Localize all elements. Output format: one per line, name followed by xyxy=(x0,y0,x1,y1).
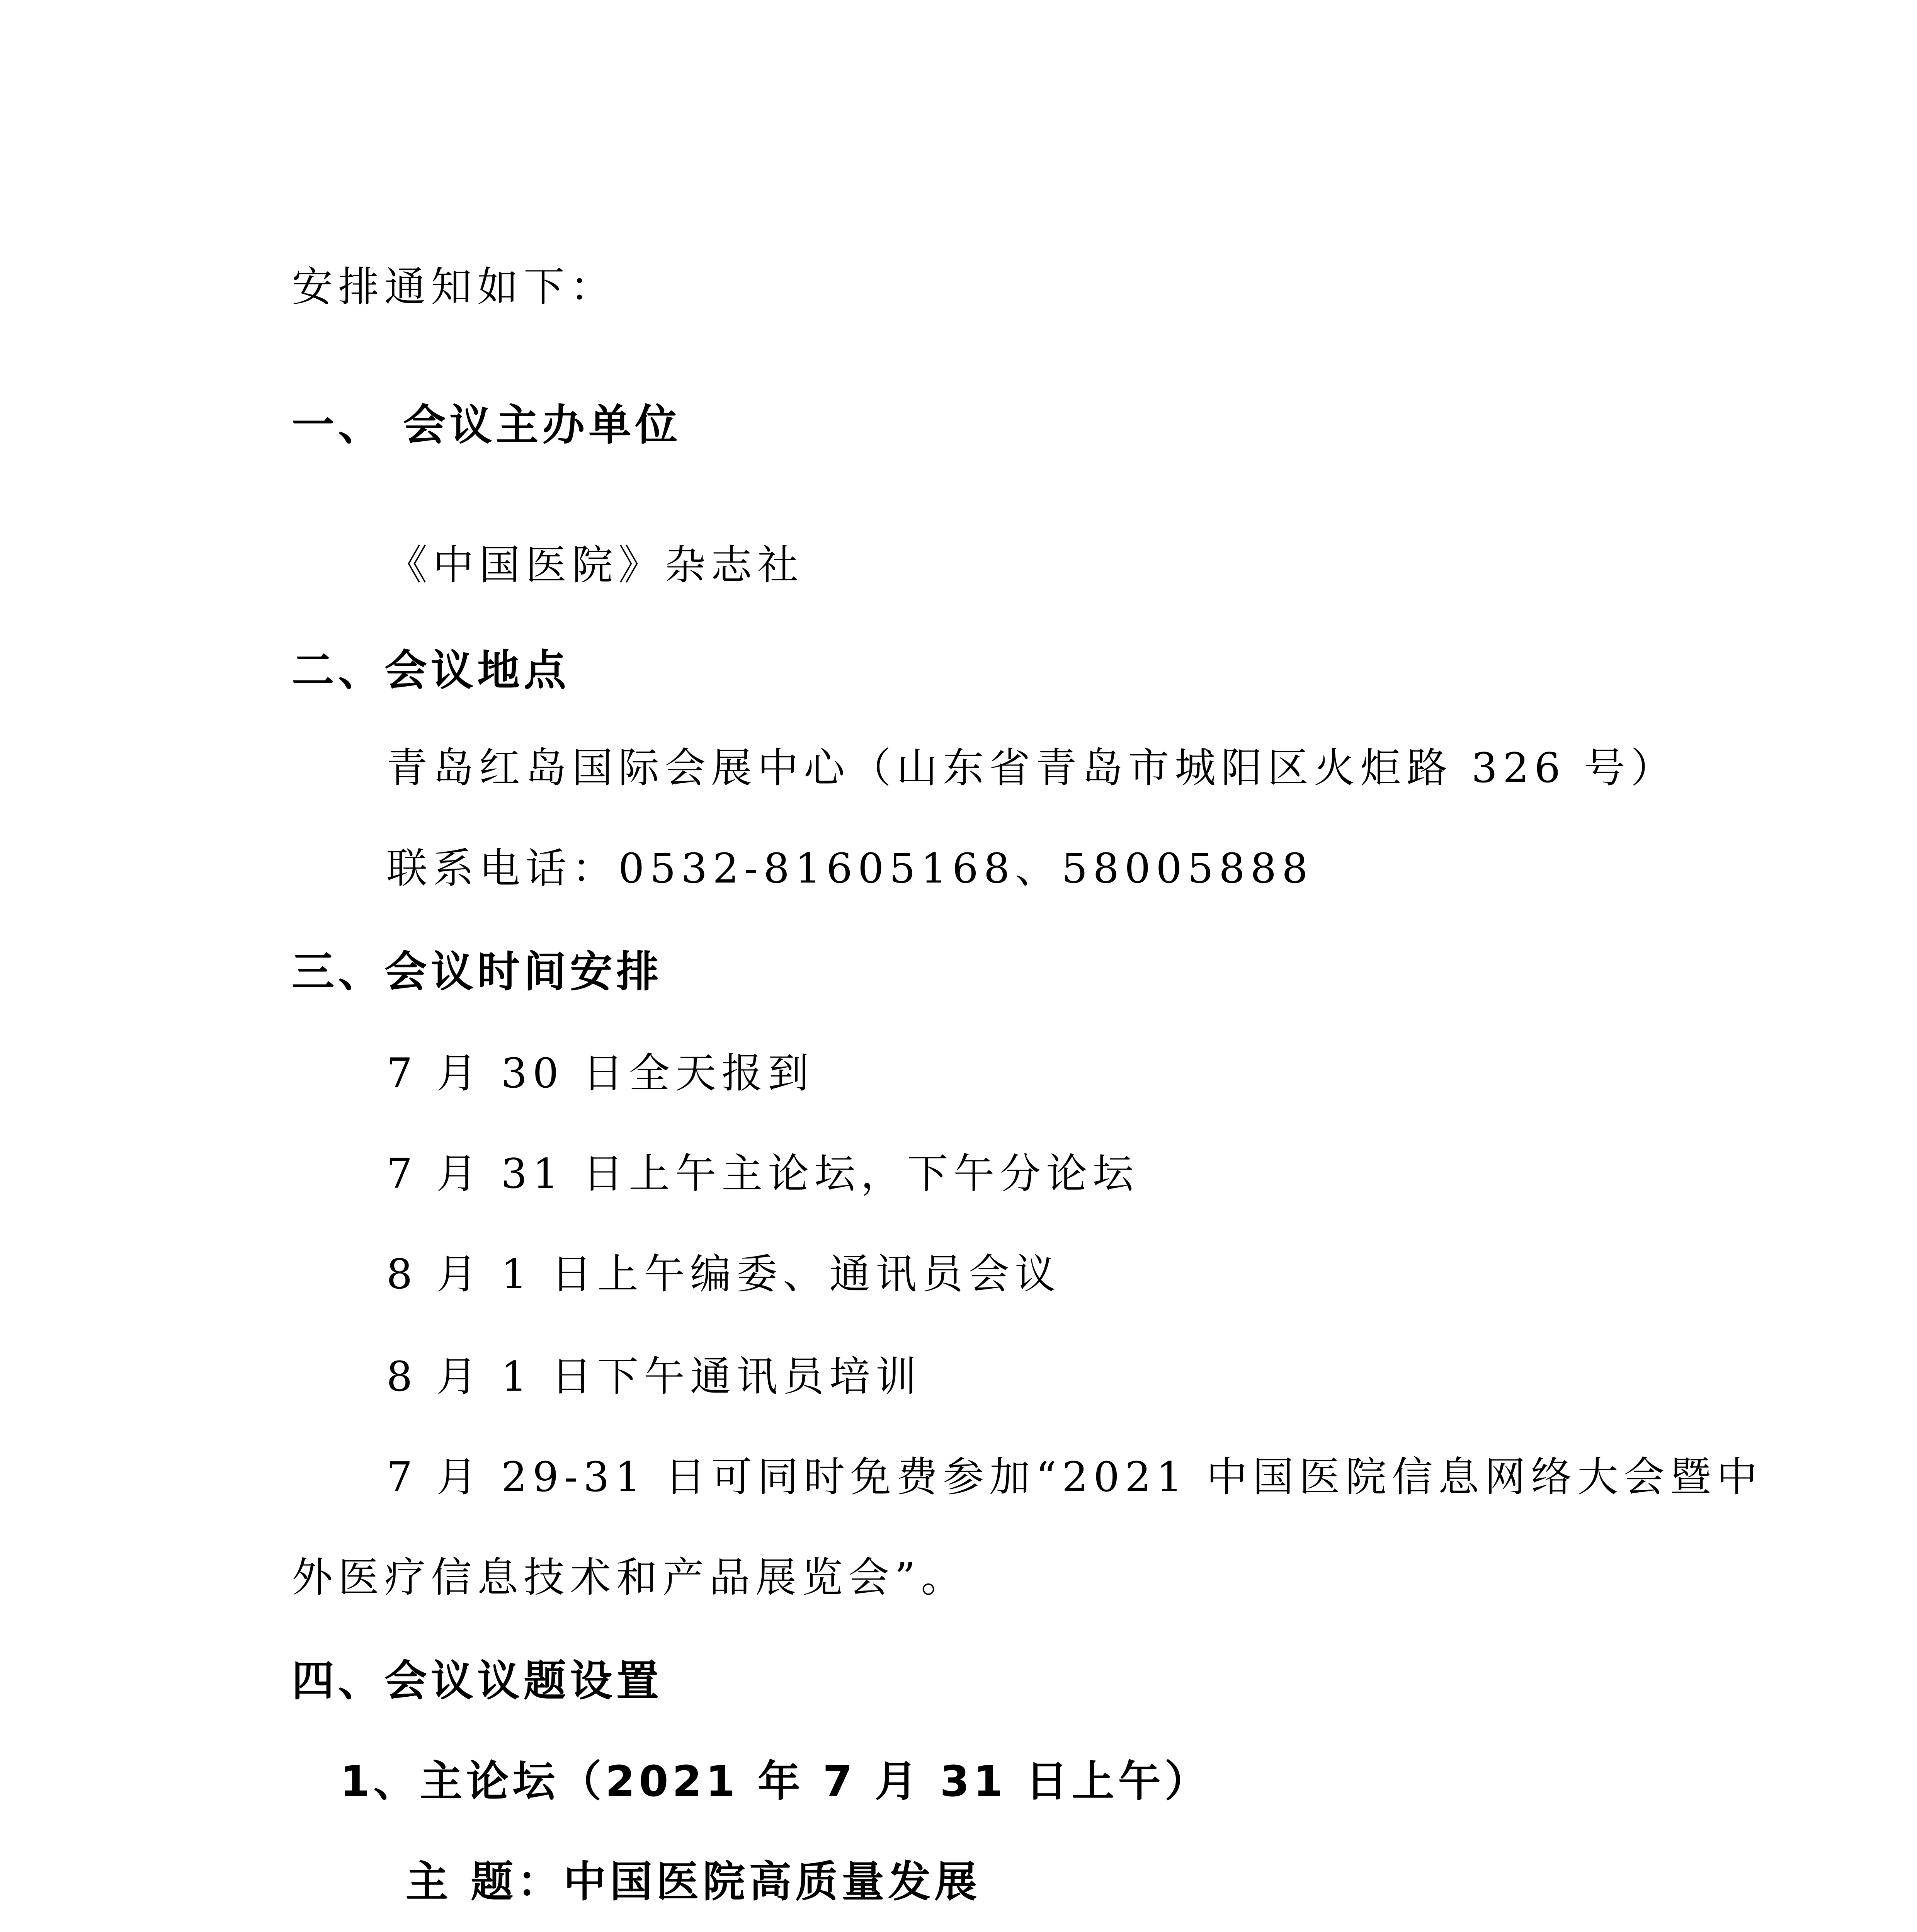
section-heading-venue: 二、会议地点 xyxy=(292,646,570,695)
section-heading-organizer: 一、 会议主办单位 xyxy=(292,400,682,450)
schedule-item: 8 月 1 日下午通讯员培训 xyxy=(386,1353,922,1400)
schedule-note-line: 外医疗信息技术和产品展览会”。 xyxy=(292,1554,968,1601)
schedule-item: 8 月 1 日上午编委、通讯员会议 xyxy=(386,1250,1061,1298)
schedule-note-line: 7 月 29-31 日可同时免费参加“2021 中国医院信息网络大会暨中 xyxy=(386,1453,1763,1501)
schedule-item: 7 月 31 日上午主论坛，下午分论坛 xyxy=(386,1150,1139,1197)
forum-theme: 主 题：中国医院高质量发展 xyxy=(406,1857,981,1906)
schedule-item: 7 月 30 日全天报到 xyxy=(386,1049,815,1097)
section-heading-schedule: 三、会议时间安排 xyxy=(292,947,663,997)
organizer-name: 《中国医院》杂志社 xyxy=(386,541,804,589)
contact-phone: 联系电话：0532-81605168、58005888 xyxy=(386,845,1313,892)
main-forum-heading: 1、主论坛（2021 年 7 月 31 日上午） xyxy=(340,1757,1211,1806)
section-heading-topics: 四、会议议题设置 xyxy=(292,1656,663,1706)
intro-text: 安排通知如下： xyxy=(292,263,616,311)
venue-address: 青岛红岛国际会展中心（山东省青岛市城阳区火炬路 326 号） xyxy=(386,744,1677,792)
